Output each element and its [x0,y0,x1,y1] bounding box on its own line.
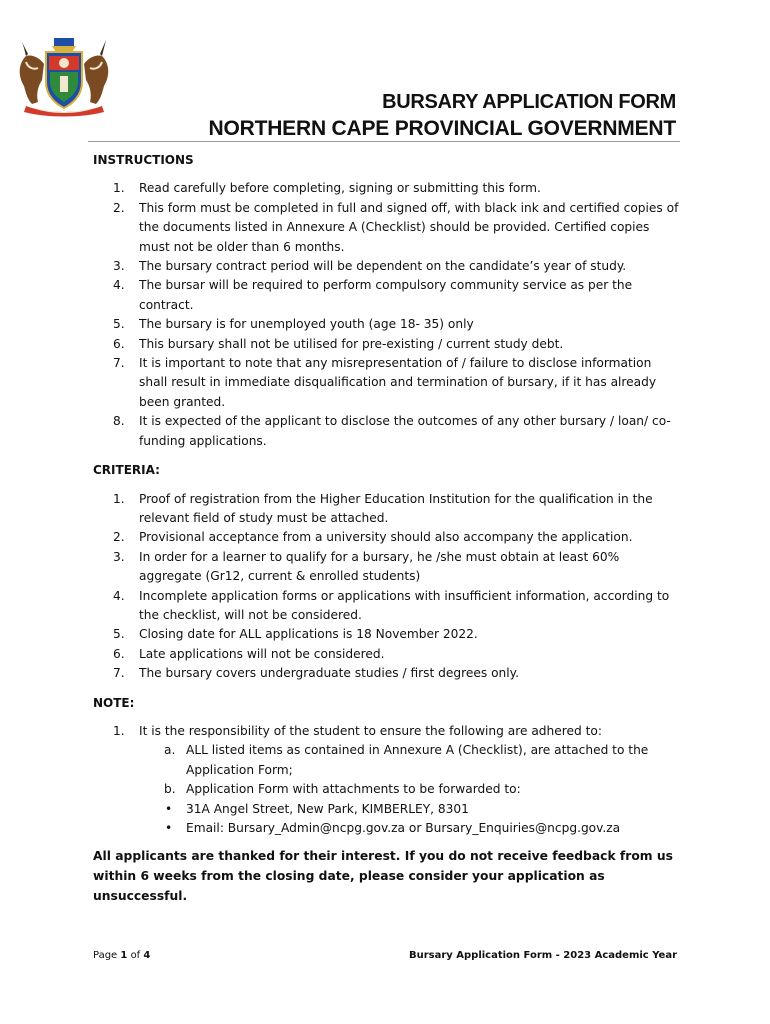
note-list [93,722,683,741]
form-body [93,151,683,906]
list-item: 1. Read carefully before completing, signing or submitting this form. [113,181,541,196]
list-item: 4. Incomplete application forms or applications with insufficient information, according to the checklist, will not be considered. [113,588,670,622]
list-item: 3. In order for a learner to qualify for a bursary, he /she must obtain at least 60% aggregate (Gr12, current & enrolled students) [113,549,620,584]
sub-list-item: b. Application Form with attachments to be forwarded to: [164,782,521,797]
criteria-list [93,490,683,684]
list-item: 1. Proof of registration from the Higher Education Institution for the qualification in the relevant field of study must be attached. [113,491,653,525]
list-item: 7. It is important to note that any misrepresentation of / failure to disclose information shall result in immediate disqualification and termination of bursary, if it has already been granted. [113,356,657,409]
title-divider [88,141,680,142]
list-item: 6. This bursary shall not be utilised for pre-existing / current study debt. [113,336,564,351]
list-item: 2. This form must be completed in full and signed off, with black ink and certified copies of the documents listed in Annexure A (Checklist) should be provided. Certified copies must not be older than 6 months. [113,200,679,254]
form-title: BURSARY APPLICATION FORM [382,91,676,113]
list-item: 8. It is expected of the applicant to disclose the outcomes of any other bursary / loan/ co-funding applications. [113,414,671,448]
email-item: • Email: Bursary_Admin@ncpg.gov.za or Bursary_Enquiries@ncpg.gov.za [93,819,683,838]
list-item: 7. The bursary covers undergraduate studies / first degrees only. [113,666,520,681]
bullet-icon: • [165,801,173,816]
organisation-title: NORTHERN CAPE PROVINCIAL GOVERNMENT [208,117,676,140]
bullet-icon: • [165,821,173,835]
instructions-list [93,179,683,451]
footer-document-title: Bursary Application Form - 2023 Academic Year [408,950,677,961]
coat-of-arms-logo [12,34,116,118]
list-item: 6. Late applications will not be considered. [113,646,385,661]
closing-statement: All applicants are thanked for their interest. If you do not receive feedback from us within 6 weeks from the closing date, please consider your application as unsuccessful. [93,849,673,904]
criteria-heading: CRITERIA: [93,463,160,478]
list-item: 5. Closing date for ALL applications is 18 November 2022. [113,627,478,642]
title-block [209,90,676,142]
instructions-heading: INSTRUCTIONS [93,153,194,167]
address-item: • 31A Angel Street, New Park, KIMBERLEY, 8301 [93,800,683,819]
list-item: 1. It is the responsibility of the student to ensure the following are adhered to: [113,723,602,738]
note-sub-list [93,741,683,838]
list-item: 3. The bursary contract period will be dependent on the candidate’s year of study. [113,259,627,274]
page-number: Page 1 of 4 [93,950,151,961]
note-heading: NOTE: [93,695,135,710]
sub-list-item: a. ALL listed items as contained in Annexure A (Checklist), are attached to the Application Form; [164,743,649,777]
list-item: 4. The bursar will be required to perform compulsory community service as per the contract. [113,278,633,312]
list-item: 5. The bursary is for unemployed youth (age 18- 35) only [113,317,474,332]
list-item: 2. Provisional acceptance from a university should also accompany the application. [113,530,633,545]
